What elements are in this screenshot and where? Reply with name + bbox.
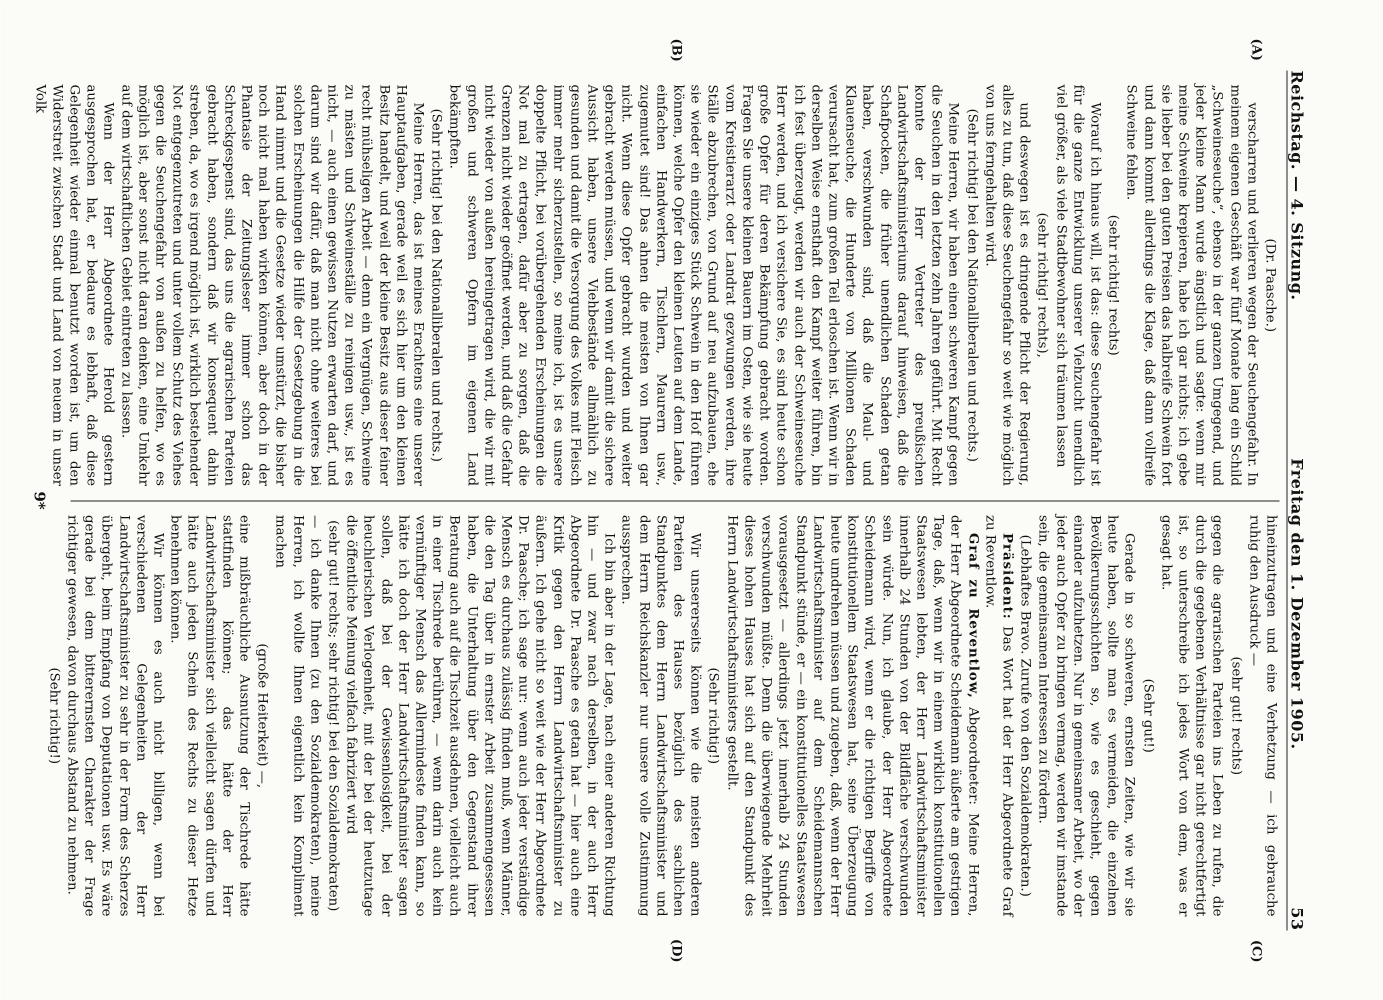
- signature-mark: 9*: [30, 490, 48, 510]
- paragraph: — ich danke Ihnen (zu den Sozialdemokraten), meine Herren, ich wollte Ihnen eigentlich kein Kompliment machen: [272, 514, 322, 916]
- interjection: (große Heiterkeit) —,: [254, 642, 270, 788]
- interjection: (Sehr gut!): [1139, 678, 1155, 753]
- paragraph: eine mißbräuchliche Ausnutzung der Tischrede hätte stattfinden können; das hätte der Herr Landwirtschaftsminister sich vielleicht sagen dürfen und hätte auch jeden Schein des Rechts zu dieser Hetze benehmen können.: [167, 514, 252, 916]
- interjection: (Sehr richtig! bei den Nationalliberalen und rechts.): [963, 108, 979, 462]
- paragraph: Worauf ich hinaus will, ist das: diese Seuchengefahr ist für die ganze Entwicklung unserer Viehzucht unendlich viel größer, als viele Stadtbewohner sich träumen lassen: [1052, 84, 1102, 486]
- paragraph: Wir unsererseits können wie die meisten anderen Parteien des Hauses bezüglich des sachlichen Standpunktes dem Herrn Landwirtschaftsminister und dem Herrn Reichskanzler nur unsere volle Zustimmung aussprechen.: [618, 514, 703, 916]
- paragraph: verscharren und verlieren wegen der Seuchengefahr. In meinem eigenen Geschäft war fünf Monate lang ein Schild „Schweineseuche“, ebenso in der ganzen Umgegend, und jeder kleine Mann wurde ängstlich und sagte: wenn mir meine Schweine krepieren, habe ich gar nichts; ich gebe sie lieber bei den guten Preisen das halbreife Schwein fort und dann kommt allerdings die Klage, daß dann vollreife Schweine fehlen.: [1123, 84, 1259, 486]
- margin-mark-c: (C): [1248, 939, 1263, 962]
- margin-mark-d: (D): [668, 938, 683, 962]
- interjection: (Sehr richtig!): [45, 666, 61, 764]
- header-left: Reichstag. — 4. Sitzung.: [1287, 70, 1306, 300]
- interjection: (sehr richtig! rechts),: [1034, 212, 1050, 358]
- text-columns: [31, 70, 1279, 930]
- speech-paragraph: [981, 515, 1015, 917]
- interjection: (Lebhaftes Bravo. Zurufe von den Sozialdemokraten.): [1017, 534, 1033, 897]
- interjection: (Sehr richtig! bei den Nationalliberalen und rechts.): [428, 108, 444, 462]
- paragraph: Meine Herren, das ist meines Erachtens eine unserer Hauptaufgaben, gerade weil es sich hier um den kleinen Besitz handelt, und weil der kleine Besitz aus dieser feiner recht mühseligen Arbeit — denn ein Vergnügen, Schweine zu mästen und Schweineställe zu reinigen usw., ist es nicht, — auch einen gewissen Nutzen erwarten darf, und darum sind wir dafür, daß man nicht ohne weiteres bei solchen Erscheinungen die Hilfe der Gesetzgebung in die Hand nimmt und die Gesetze wieder umstürzt, die bisher noch nicht mal haben wirken können, aber doch in der Phantasie der Zeitungsleser immer schon das Schreckgespenst sind, das uns die agrarischen Parteien gebracht haben, sondern daß wir konsequent dahin streben, da, wo es irgend möglich ist, wirklich bestehender Not entgegenzutreten und unter vollem Schutz des Viehes gegen die Seuchengefahr von außen zu helfen, wo es möglich ist, aber sonst nicht daran denken, eine Umkehr auf dem wirtschaftlichen Gebiet eintreten zu lassen.: [117, 84, 426, 486]
- speech-paragraph: [723, 515, 981, 917]
- speech-text: Das Wort hat der Herr Abgeordnete Graf zu Reventlow.: [981, 514, 1014, 916]
- paragraph: Meine Herren, wir haben einen schweren Kampf gegen die Seuchen in den letzten zehn Jahren geführt. Mit Recht konnte der Herr Vertreter des preußischen Landwirtschaftsministeriums darauf hinweisen, daß die Schafpocken, die früher unendlichen Schaden getan haben, verschwunden sind, daß die Maul- und Klauenseuche, die Hunderte von Millionen Schaden verursacht hat, zum großen Teil erloschen ist. Wenn wir in derselben Weise ernsthaft den Kampf weiter führen, bin ich fest überzeugt, werden wir auch der Schweineseuche Herr werden, und ich versichere Sie, es sind heute schon große Opfer für deren Bekämpfung gebracht worden. Fragen Sie unsere kleinen Bauern im Osten, wie sie heute vom Kreistierarzt oder Landrat gezwungen werden, ihre Ställe abzubrechen, von Grund auf neu aufzubauen, ehe sie wieder ein einziges Stück Schwein in den Hof führen können, welche Opfer den kleinen Leuten auf dem Lande, einfachen Handwerkern, Tischlern, Maurern usw., zugemutet sind! Das ahnen die meisten von Ihnen gar nicht. Wenn diese Opfer gebracht wurden und weiter gebracht werden müssen, und wenn wir damit die sichere Aussicht haben, unsere Viehbestände allmählich zu gesunden und damit die Versorgung des Volkes mit Fleisch immer mehr sicherzustellen, so meine ich, ist es unsere doppelte Pflicht, bei vorübergehenden Erscheinungen die Not mal zu ertragen, dafür aber zu sorgen, daß die Grenzen nicht wieder geöffnet werden, und daß die Gefahr nicht wieder von außen hereingetragen wird, die wir mit großen und schweren Opfern im eigenen Land bekämpften.: [446, 84, 961, 486]
- interjection: (sehr gut! rechts; sehr richtig! bei den Sozialdemokraten): [325, 519, 341, 911]
- paragraph: hineinzutragen und eine Verhetzung — ich gebrauche ruhig den Ausdruck —: [1245, 514, 1278, 916]
- interjection: (sehr richtig! rechts): [1105, 214, 1121, 356]
- paragraph: gegen die agrarischen Parteien ins Leben zu rufen, die durch die gegebenen Verhältnisse gar nicht gerechtfertigt ist, so unterschreibe ich jedes Wort von dem, was er gesagt hat.: [1157, 514, 1225, 916]
- speaker-name: Graf zu Reventlow,: [964, 532, 980, 699]
- paragraph: Ich bin aber in der Lage, nach einer anderen Richtung hin — und zwar nach derselben, in der auch Herr Abgeordnete Dr. Paasche es getan hat — hier auch eine Kritik gegen den Herrn Landwirtschaftsminister zu äußern. Ich gehe nicht so weit wie der Herr Abgeordnete Dr. Paasche; ich sage nur: wenn auch jeder verständige Mensch es durchaus zulässig finden muß, wenn Männer, die den Tag über in ernster Arbeit zusammengesessen haben, die Unterhaltung über den Gegenstand ihrer Beratung auch auf die Tischzeit ausdehnen, vielleicht auch in einer Tischrede berühren, — wenn darin auch kein vernünftiger Mensch das Allermindeste finden kann, so hätte ich doch der Herr Landwirtschaftsminister sagen sollen, daß bei der Gewissenlosigkeit, bei der heuchlerischen Verlogenheit, mit der bei der heutzutage die öffentliche Meinung vielfach fabriziert wird: [343, 514, 617, 916]
- paragraph: Wenn der Herr Abgeordnete Herold gestern ausgesprochen hat, er bedaure es lebhaft, daß diese Gelegenheit wieder einmal benutzt worden ist, um den Widerstreit zwischen Stadt und Land von neuem in unser Volk: [31, 84, 116, 486]
- margin-mark-a: (A): [1248, 38, 1263, 61]
- paragraph: Wir können es auch nicht billigen, wenn bei verschiedenen Gelegenheiten der Herr Landwirtschaftsminister zu sehr in der Form des Scherzes übergeht, beim Empfang von Deputationen usw. Es wäre gerade bei dem bitterernsten Charakter der Frage richtiger gewesen, davon durchaus Abstand zu nehmen.: [63, 514, 165, 916]
- right-column: [45, 500, 1279, 931]
- paragraph: und deswegen ist es dringende Pflicht der Regierung, alles zu tun, daß diese Seuchengefahr so weit wie möglich von uns ferngehalten wird.: [981, 84, 1032, 486]
- interjection: (Sehr richtig!): [705, 666, 721, 764]
- paragraph: Gerade in so schweren, ernsten Zeiten, wie wir sie heute haben, sollte man es vermeiden, die einzelnen Bevölkerungsschichten so, wie es geschieht, gegen einander aufzuhetzen. Nur in gemeinsamer Arbeit, wo der jeder auch Opfer zu bringen vermag, werden wir imstande sein, die gemeinsamen Interessen zu fördern.: [1035, 514, 1137, 916]
- speech-text: Abgeordneter: Meine Herren, der Herr Abgeordnete Scheidemann äußerte am gestrigen Tage, daß, wenn wir in einem wirklich konstitutionellen Staatswesen lebten, der Herr Landwirtschaftsminister innerhalb 24 Stunden von der Bildfläche verschwunden sein würde. Nun, ich glaube, der Herr Abgeordnete Scheidemann wird, wenn er die richtigen Begriffe von konstitutionellem Staatswesen hat, seine Überzeugung heute umdrehen müssen und zugeben, daß, wenn der Herr Landwirtschaftsminister auf dem Scheidemannschen Standpunkt stünde, er — ein konstitutionelles Staatswesen vorausgesetzt — allerdings jetzt innerhalb 24 Stunden verschwunden müßte. Denn die überwiegende Mehrheit dieses hohen Hauses hat sich auf den Standpunkt des Herrn Landwirtschaftsministers gestellt.: [723, 514, 980, 917]
- interjection: (Dr. Paasche.): [1262, 237, 1277, 332]
- margin-mark-b: (B): [668, 38, 683, 62]
- page-number: 53: [1287, 906, 1306, 930]
- speaker-name: Präsident:: [998, 532, 1014, 620]
- left-column: [31, 70, 1279, 500]
- interjection: (sehr gut! rechts): [1227, 655, 1243, 775]
- page-header: [1286, 70, 1313, 930]
- header-date: Freitag den 1. Dezember 1905.: [1287, 457, 1306, 750]
